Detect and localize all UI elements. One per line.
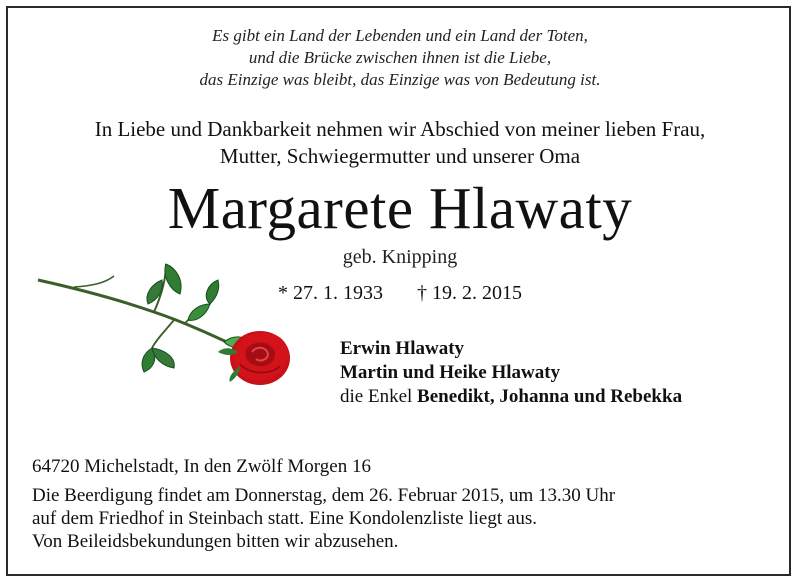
mourner-1: Erwin Hlawaty bbox=[340, 338, 465, 359]
funeral-line-3: Von Beileidsbekundungen bitten wir abzusehen. bbox=[32, 531, 399, 552]
rose-image bbox=[34, 254, 299, 389]
deceased-name: Margarete Hlawaty bbox=[167, 175, 633, 241]
intro-line-1: In Liebe und Dankbarkeit nehmen wir Abschied von meiner lieben Frau, bbox=[94, 117, 706, 141]
address: 64720 Michelstadt, In den Zwölf Morgen 16 bbox=[32, 456, 371, 477]
poem-line-1: Es gibt ein Land der Lebenden und ein Land der Toten, bbox=[212, 26, 588, 45]
grandchildren-prefix: die Enkel bbox=[340, 386, 418, 407]
funeral-line-2: auf dem Friedhof in Steinbach statt. Eine Kondolenzliste liegt aus. bbox=[32, 508, 537, 529]
funeral-line-1: Die Beerdigung findet am Donnerstag, dem 26. Februar 2015, um 13.30 Uhr bbox=[32, 485, 616, 506]
mourner-2: Martin und Heike Hlawaty bbox=[340, 362, 561, 383]
death-date: † 19. 2. 2015 bbox=[417, 282, 522, 304]
mourner-3 bbox=[340, 385, 780, 409]
grandchildren-names: Benedikt, Johanna und Rebekka bbox=[417, 386, 683, 407]
birth-date: * 27. 1. 1933 bbox=[278, 282, 383, 304]
intro-text bbox=[0, 116, 800, 170]
poem bbox=[0, 25, 800, 91]
poem-line-2: und die Brücke zwischen ihnen ist die Liebe, bbox=[248, 48, 552, 67]
poem-line-3: das Einzige was bleibt, das Einzige was von Bedeutung ist. bbox=[199, 70, 601, 89]
intro-line-2: Mutter, Schwiegermutter und unserer Oma bbox=[219, 144, 581, 168]
footer-info bbox=[32, 455, 772, 553]
maiden-name: geb. Knipping bbox=[342, 246, 458, 268]
mourners-list bbox=[340, 337, 780, 409]
